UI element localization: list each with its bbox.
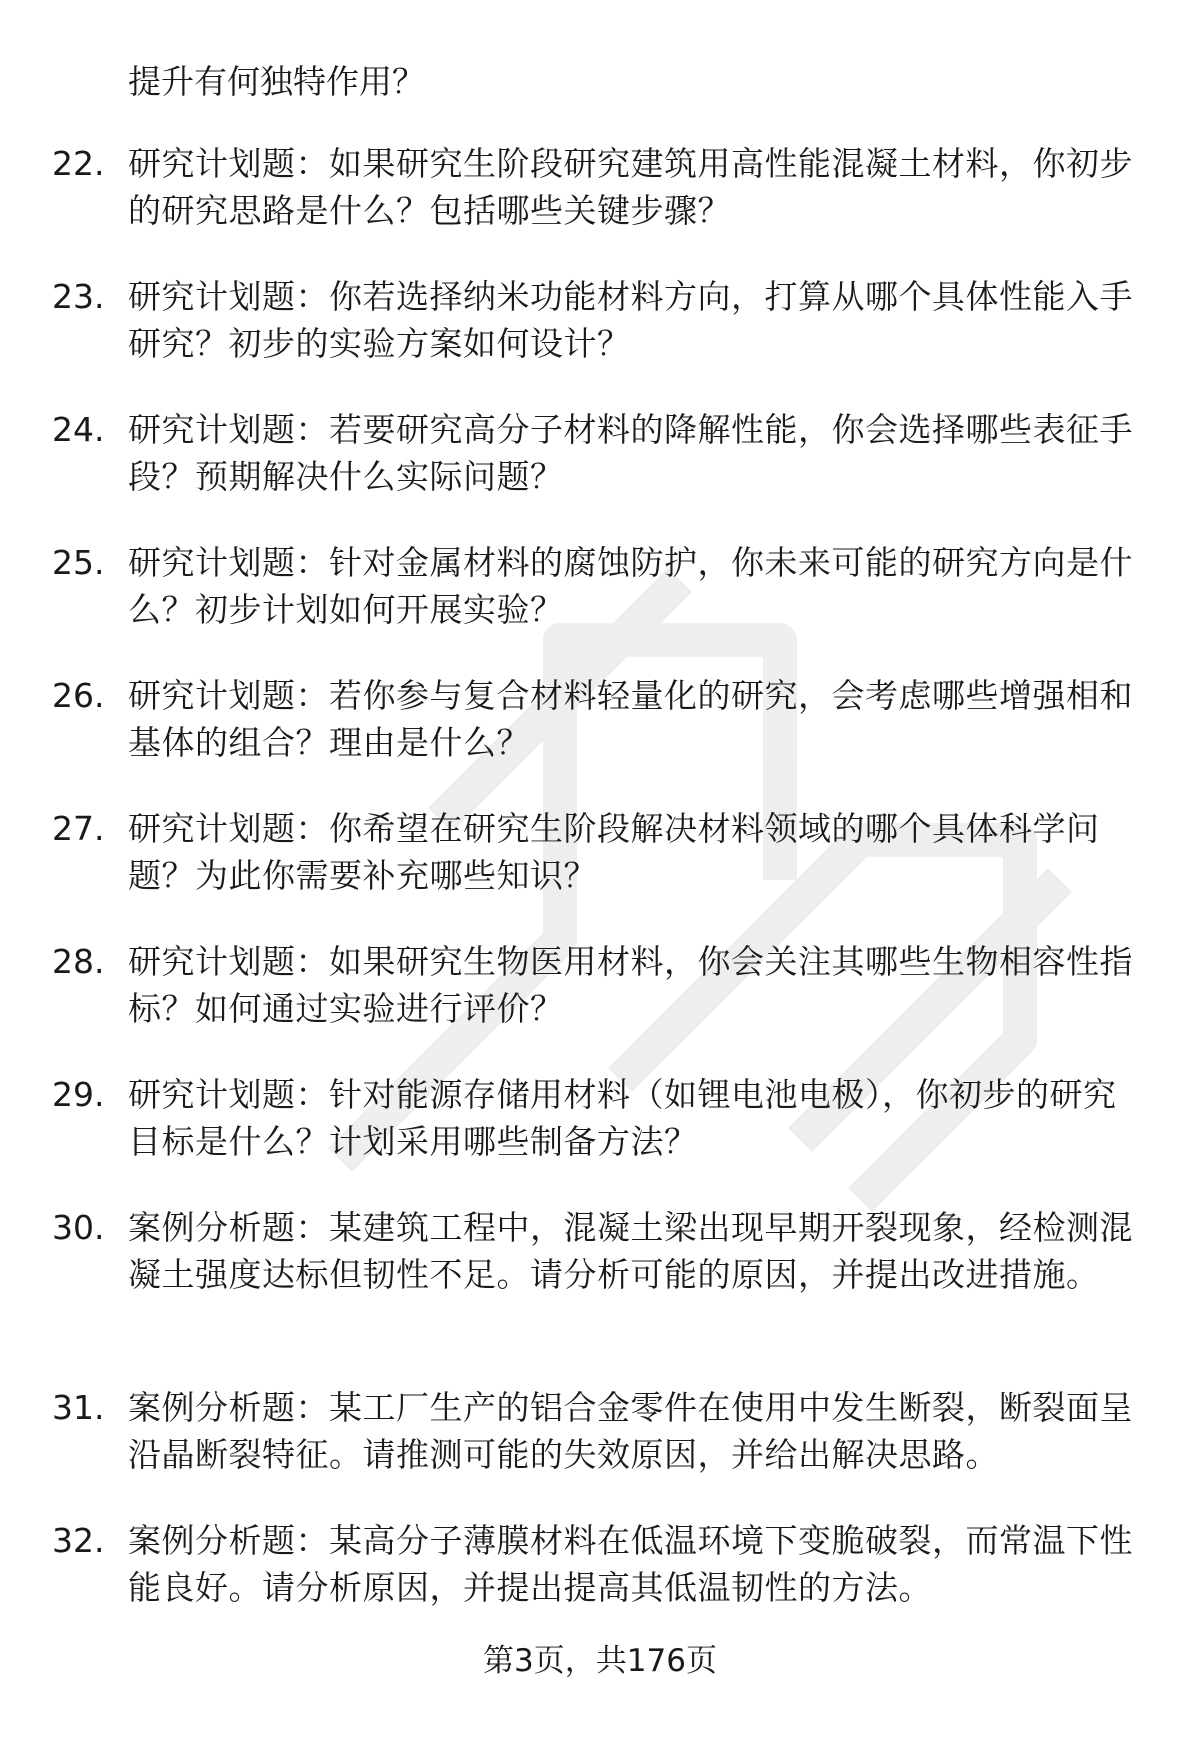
question-number: 30. [52,1208,105,1247]
question-text: 案例分析题：某高分子薄膜材料在低温环境下变脆破裂，而常温下性能良好。请分析原因，并提出提高其低温韧性的方法。 [128,1521,1133,1607]
question-number: 32. [52,1521,105,1560]
question-number: 26. [52,676,105,715]
question-text: 研究计划题：若你参与复合材料轻量化的研究，会考虑哪些增强相和基体的组合？理由是什么？ [128,676,1133,762]
question-text: 研究计划题：针对能源存储用材料（如锂电池电极），你初步的研究目标是什么？计划采用哪些制备方法？ [128,1075,1117,1161]
page-number-footer: 第3页，共176页 [483,1643,717,1679]
continuation-text: 提升有何独特作用？ [128,62,425,101]
question-number: 31. [52,1388,105,1427]
question-text: 研究计划题：针对金属材料的腐蚀防护，你未来可能的研究方向是什么？初步计划如何开展实验？ [128,543,1133,629]
question-number: 23. [52,277,105,316]
question-number: 25. [52,543,105,582]
question-text: 案例分析题：某建筑工程中，混凝土梁出现早期开裂现象，经检测混凝土强度达标但韧性不足。请分析可能的原因，并提出改进措施。 [128,1208,1133,1294]
question-number: 28. [52,942,105,981]
question-number: 29. [52,1075,105,1114]
question-text: 研究计划题：你若选择纳米功能材料方向，打算从哪个具体性能入手研究？初步的实验方案如何设计？ [128,277,1133,363]
question-text: 研究计划题：如果研究生物医用材料，你会关注其哪些生物相容性指标？如何通过实验进行评价？ [128,942,1133,1028]
question-text: 研究计划题：你希望在研究生阶段解决材料领域的哪个具体科学问题？为此你需要补充哪些知识？ [128,809,1100,895]
question-number: 27. [52,809,105,848]
question-number: 24. [52,410,105,449]
question-text: 研究计划题：若要研究高分子材料的降解性能，你会选择哪些表征手段？预期解决什么实际问题？ [128,410,1133,496]
question-number: 22. [52,144,105,183]
question-text: 案例分析题：某工厂生产的铝合金零件在使用中发生断裂，断裂面呈沿晶断裂特征。请推测可能的失效原因，并给出解决思路。 [128,1388,1133,1474]
question-text: 研究计划题：如果研究生阶段研究建筑用高性能混凝土材料，你初步的研究思路是什么？包括哪些关键步骤？ [128,144,1133,230]
